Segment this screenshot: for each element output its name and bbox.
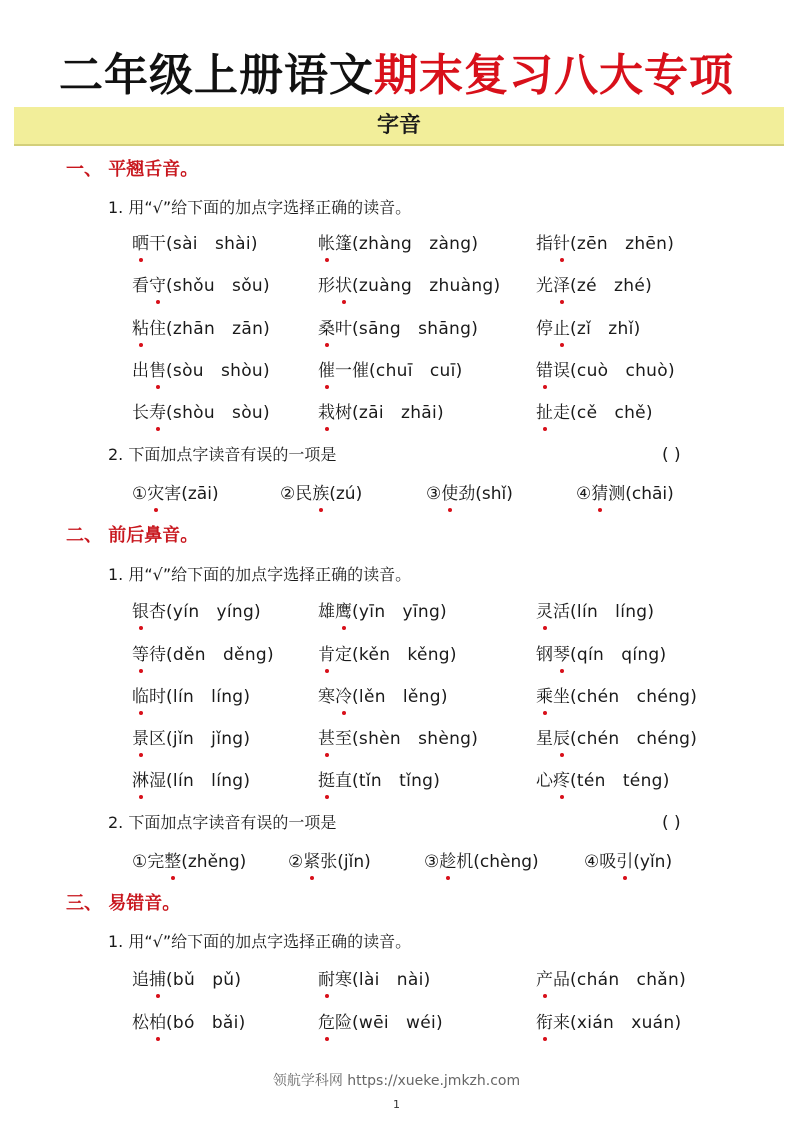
- option: ②民族(zú): [280, 479, 362, 509]
- word-item: 灵活(lín líng): [536, 597, 654, 627]
- option: ③使劲(shǐ): [426, 479, 513, 509]
- option: ③趁机(chèng): [424, 847, 539, 877]
- word-item: 晒干(sài shài): [132, 229, 258, 259]
- word-row: [0, 597, 793, 627]
- word-item: 形状(zuàng zhuàng): [318, 271, 500, 301]
- word-item: 心疼(tén téng): [536, 766, 670, 796]
- topic-banner: [14, 107, 784, 146]
- word-row: [0, 398, 793, 428]
- word-row: [0, 271, 793, 301]
- word-item: 停止(zǐ zhǐ): [536, 314, 641, 344]
- word-item: 光泽(zé zhé): [536, 271, 652, 301]
- title-black: 二年级上册语文: [59, 50, 374, 101]
- section-heading: 三、 易错音。: [66, 893, 181, 914]
- word-item: 挺直(tǐn tǐng): [318, 766, 440, 796]
- word-item: 临时(lín líng): [132, 682, 250, 712]
- word-row: [0, 229, 793, 259]
- option: ①灾害(zāi): [132, 479, 219, 509]
- word-item: 看守(shǒu sǒu): [132, 271, 270, 301]
- option: ④猜测(chāi): [576, 479, 674, 509]
- word-item: 等待(děn děng): [132, 640, 274, 670]
- word-item: 粘住(zhān zān): [132, 314, 270, 344]
- word-item: 追捕(bǔ pǔ): [132, 965, 241, 995]
- word-item: 乘坐(chén chéng): [536, 682, 697, 712]
- page-title: [0, 50, 793, 102]
- word-item: 产品(chán chǎn): [536, 965, 686, 995]
- word-item: 松柏(bó bǎi): [132, 1008, 246, 1038]
- title-red: 期末复习八大专项: [374, 50, 734, 101]
- word-item: 肯定(kěn kěng): [318, 640, 457, 670]
- option: ①完整(zhěng): [132, 847, 246, 877]
- section-heading: 一、 平翘舌音。: [66, 159, 199, 180]
- word-item: 雄鹰(yīn yīng): [318, 597, 447, 627]
- word-item: 耐寒(lài nài): [318, 965, 431, 995]
- word-item: 钢琴(qín qíng): [536, 640, 666, 670]
- word-item: 银杏(yín yíng): [132, 597, 261, 627]
- word-item: 帐篷(zhàng zàng): [318, 229, 478, 259]
- banner-label: 字音: [376, 113, 421, 138]
- word-item: 寒冷(lěn lěng): [318, 682, 448, 712]
- word-row: [0, 682, 793, 712]
- word-item: 桑叶(sāng shāng): [318, 314, 478, 344]
- word-row: [0, 314, 793, 344]
- word-item: 错误(cuò chuò): [536, 356, 675, 386]
- instruction: 1. 用“√”给下面的加点字选择正确的读音。: [108, 565, 412, 584]
- word-item: 扯走(cě chě): [536, 398, 653, 428]
- word-row: [0, 766, 793, 796]
- question: 2. 下面加点字读音有误的一项是: [108, 813, 337, 832]
- footer-watermark: 领航学科网 https://xueke.jmkzh.com: [272, 1073, 521, 1089]
- word-item: 衔来(xián xuán): [536, 1008, 681, 1038]
- page-number: 1: [393, 1098, 400, 1111]
- instruction: 1. 用“√”给下面的加点字选择正确的读音。: [108, 198, 412, 217]
- word-item: 催一催(chuī cuī): [318, 356, 463, 386]
- word-row: [0, 640, 793, 670]
- word-item: 危险(wēi wéi): [318, 1008, 443, 1038]
- word-row: [0, 1008, 793, 1038]
- answer-blank[interactable]: ( ): [662, 445, 681, 465]
- word-row: [0, 965, 793, 995]
- option: ④吸引(yǐn): [584, 847, 672, 877]
- option: ②紧张(jǐn): [288, 847, 371, 877]
- answer-blank[interactable]: ( ): [662, 813, 681, 833]
- word-item: 星辰(chén chéng): [536, 724, 697, 754]
- word-row: [0, 356, 793, 386]
- word-item: 甚至(shèn shèng): [318, 724, 478, 754]
- question: 2. 下面加点字读音有误的一项是: [108, 445, 337, 464]
- instruction: 1. 用“√”给下面的加点字选择正确的读音。: [108, 932, 412, 951]
- word-item: 出售(sòu shòu): [132, 356, 270, 386]
- word-item: 栽树(zāi zhāi): [318, 398, 444, 428]
- word-item: 指针(zēn zhēn): [536, 229, 674, 259]
- section-heading: 二、 前后鼻音。: [66, 525, 199, 546]
- word-item: 淋湿(lín líng): [132, 766, 250, 796]
- word-item: 景区(jǐn jǐng): [132, 724, 250, 754]
- word-row: [0, 724, 793, 754]
- word-item: 长寿(shòu sòu): [132, 398, 270, 428]
